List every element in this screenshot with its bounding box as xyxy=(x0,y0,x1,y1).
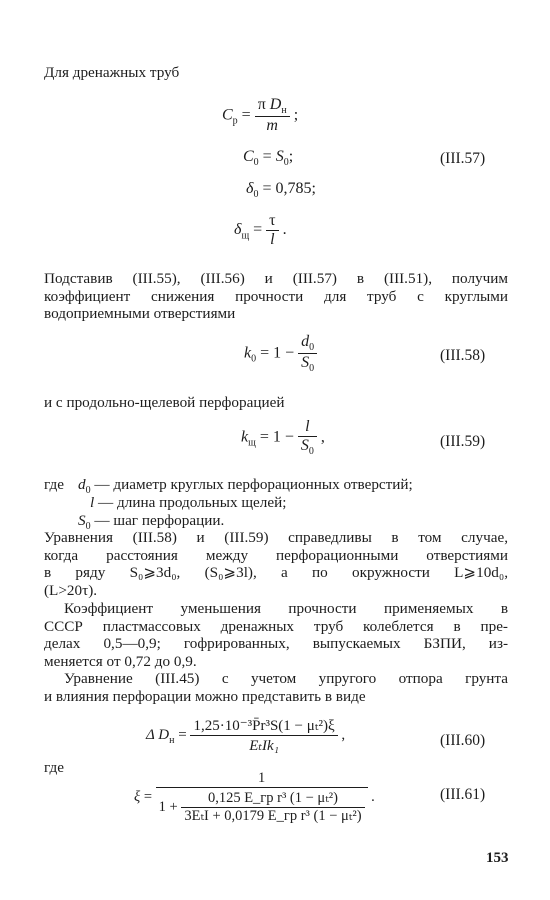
where-item-l: l — длина продольных щелей; xyxy=(90,494,287,511)
equation-k0: $k_0 = 1$ − $\frac{d_0}{S_0}$ xyxy=(244,333,317,374)
equation-number-60: (III.60) xyxy=(440,732,486,749)
intro-text: Для дренажных труб xyxy=(44,64,180,81)
equation-delta-dn: Δ $D_н$ = $\frac{\text{1,25·10⁻³P̄r³S(1 − μₜ²)ξ}}{\text{EₜIk₁}}$ , xyxy=(146,718,346,754)
page-number: 153 xyxy=(486,850,509,866)
equation-number-61: (III.61) xyxy=(440,786,486,803)
fraction-cp: $\frac{\pi D_н}{m}$ xyxy=(255,96,290,135)
equation-delta-sh: $\delta_щ$ = $\frac{\tau}{l}$ . xyxy=(234,212,287,248)
paragraph-substitution: Подставив (III.55), (III.56) и (III.57) в (III.51), получим коэффициент снижения прочности для труб с круглыми водоприемными отверстиями xyxy=(44,270,508,323)
equation-number-58: (III.58) xyxy=(440,347,486,364)
fraction-delta-dn: $\frac{\text{1,25·10⁻³P̄r³S(1 − μₜ²)ξ}}{\text{EₜIk₁}}$ xyxy=(190,716,337,755)
equation-delta0: $\delta_0 = 0,785$; xyxy=(246,180,316,201)
fraction-ksh: $\frac{l}{S_0}$ xyxy=(298,418,317,457)
equation-xi: ξ = 1 1 + $\frac{\text{0,125 E\_гр r³ (1 − μₜ²)}}{\text{3EₜI + 0,0179 E\_гр r³ (1 − μₜ²)}}$ . xyxy=(134,770,375,824)
where-label-2: где xyxy=(44,759,64,776)
equation-cp: $C_р$ = $\frac{\pi D_н}{m}$ ; xyxy=(222,96,299,135)
paragraph-strength-coefficient: Коэффициент уменьшения прочности применяемых в СССР пластмассовых дренажных труб колеблется в пре- делах 0,5—0,9; гофрированных, выпускаемых БЗПИ, из- меняется от 0,72 до 0,9. xyxy=(44,600,508,670)
equation-c0: $C_0 = S_0$; xyxy=(243,148,294,169)
equation-number-57: (III.57) xyxy=(440,150,486,167)
equation-ksh: $k_щ = 1$ − $\frac{l}{S_0}$ , xyxy=(241,418,325,458)
fraction-k0: $\frac{d_0}{S_0}$ xyxy=(298,333,317,374)
paragraph-validity: Уравнения (III.58) и (III.59) справедливы в том случае, когда расстояния между перфорационными отверстиями в ряду S₀⩾3d₀, (S₀⩾3l), а по окружности L⩾10d₀, (L>20τ). xyxy=(44,529,508,599)
where-item-d0: $d_0$ — диаметр круглых перфорационных отверстий; xyxy=(78,476,413,497)
paragraph-equation-intro: Уравнение (III.45) с учетом упругого отпора грунта и влияния перфорации можно представить в виде xyxy=(44,670,508,705)
paragraph-slot-perforation: и с продольно-щелевой перфорацией xyxy=(44,394,285,411)
where-label: где xyxy=(44,476,64,493)
fraction-xi-inner: $\frac{\text{0,125 E\_гр r³ (1 − μₜ²)}}{\text{3EₜI + 0,0179 E\_гр r³ (1 − μₜ²)}}$ xyxy=(181,790,364,825)
fraction-xi: 1 1 + $\frac{\text{0,125 E\_гр r³ (1 − μₜ²)}}{\text{3EₜI + 0,0179 E\_гр r³ (1 − μₜ²)}}$ xyxy=(156,770,368,825)
where-item-s0: $S_0$ — шаг перфорации. xyxy=(78,512,225,533)
equation-number-59: (III.59) xyxy=(440,433,486,450)
fraction-delta-sh: $\frac{\tau}{l}$ xyxy=(266,212,278,249)
